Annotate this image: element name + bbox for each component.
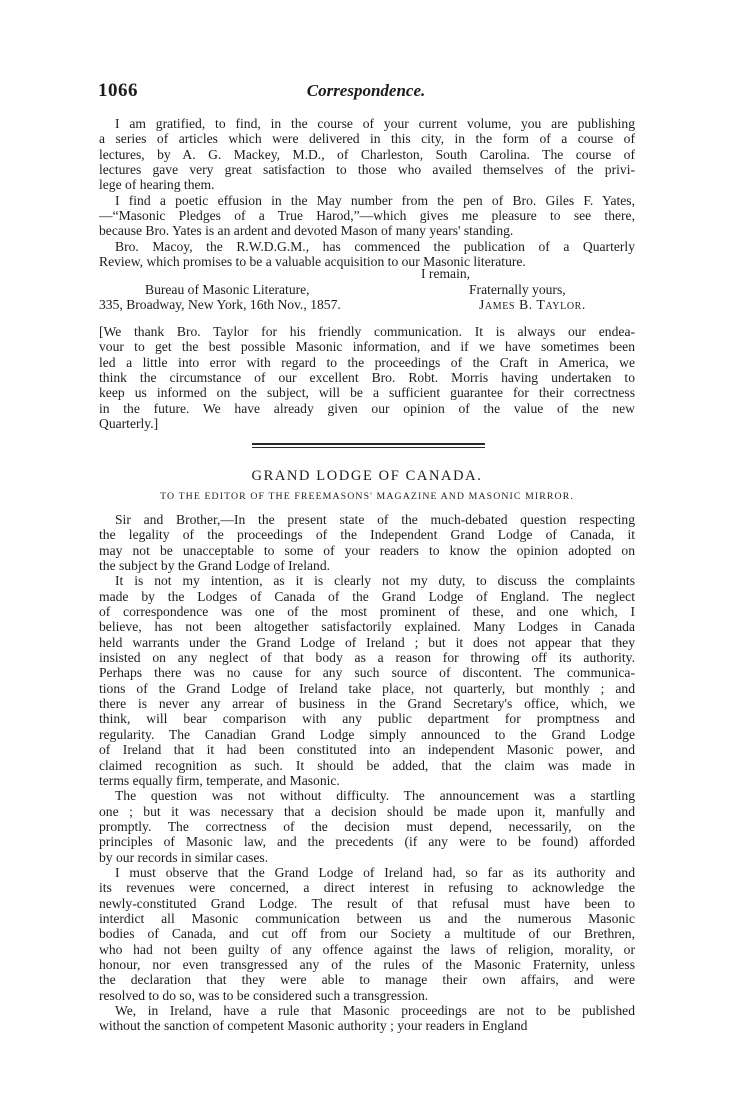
text-line: led a little into error with regard to the proceedings of the Craft in America, we: [99, 354, 635, 370]
text-line: I must observe that the Grand Lodge of Ireland had, so far as its authority and: [115, 864, 635, 880]
running-title: Correspondence.: [306, 81, 426, 100]
text-line: It is not my intention, as it is clearly not my duty, to discuss the complaints: [115, 573, 635, 589]
text-line: one ; but it was necessary that a decision should be made upon it, manfully and: [99, 803, 635, 819]
article-subtitle: TO THE EDITOR OF THE FREEMASONS' MAGAZINE AND MASONIC MIRROR.: [160, 491, 574, 502]
text-line: there is never any arrear of business in the Grand Secretary's office, which, we: [99, 696, 635, 712]
letter-body: [99, 116, 635, 269]
text-line: Bro. Macoy, the R.W.D.G.M., has commenced the publication of a Quarterly: [115, 238, 635, 254]
text-line: the legality of the proceedings of the Independent Grand Lodge of Canada, it: [99, 527, 635, 543]
text-line: newly-constituted Grand Lodge. The result of that refusal must have been to: [99, 895, 635, 911]
text-line: —“Masonic Pledges of a True Harod,”—which gives me pleasure to see there,: [99, 208, 635, 224]
text-line: tions of the Grand Lodge of Ireland take place, not quarterly, but monthly ; and: [99, 680, 635, 696]
text-line: Sir and Brother,—In the present state of the much-debated question respecting: [115, 512, 635, 527]
page-header: [98, 80, 634, 104]
text-line: its revenues were concerned, a direct interest in refusing to acknowledge the: [99, 880, 635, 896]
editor-note: [99, 324, 635, 431]
text-line: claimed recognition as such. It should be added, that the claim was made in: [99, 757, 635, 773]
page-number: 1066: [98, 80, 138, 101]
paragraph: [99, 512, 635, 573]
text-line: made by the Lodges of Canada of the Grand Lodge of England. The neglect: [99, 588, 635, 604]
paragraph: [99, 239, 635, 270]
text-line: terms equally firm, temperate, and Masonic.: [99, 772, 340, 788]
text-line: Quarterly.]: [99, 416, 159, 432]
text-line: because Bro. Yates is an ardent and devoted Mason of many years' standing.: [99, 223, 514, 239]
text-line: Review, which promises to be a valuable acquisition to our Masonic literature.: [99, 254, 526, 270]
signature-block: [99, 266, 635, 313]
text-line: think, will bear comparison with any public department for promptness and: [99, 711, 635, 727]
text-line: honour, nor even transgressed any of the rules of the Masonic Fraternity, unless: [99, 956, 635, 972]
address-line-1: Bureau of Masonic Literature,: [145, 281, 310, 297]
paragraph: [99, 788, 635, 865]
text-line: a series of articles which were delivered in this city, in the form of a course of: [99, 131, 635, 147]
text-line: in the future. We have already given our opinion of the value of the new: [99, 400, 635, 416]
paragraph: [99, 865, 635, 1003]
text-line: the declaration that they were able to manage their own affairs, and were: [99, 972, 635, 988]
paragraph: [99, 193, 635, 239]
signature: James B. Taylor.: [479, 297, 586, 313]
text-line: resolved to do so, was to be considered such a transgression.: [99, 987, 429, 1003]
text-line: Perhaps there was no cause for any such source of discontent. The communica-: [99, 665, 635, 681]
text-line: held warrants under the Grand Lodge of Ireland ; but it does not appear that they: [99, 634, 635, 650]
text-line: the subject by the Grand Lodge of Ireland.: [99, 558, 331, 574]
text-line: without the sanction of competent Masonic authority ; your readers in England: [99, 1018, 528, 1034]
text-line: The question was not without difficulty. The announcement was a startling: [115, 788, 635, 804]
text-line: of correspondence was one of the most prominent of these, and one which, I: [99, 604, 635, 620]
article-body: [99, 512, 635, 1034]
text-line: regularity. The Canadian Grand Lodge simply announced to the Grand Lodge: [99, 726, 635, 742]
text-line: lectures, by A. G. Mackey, M.D., of Charleston, South Carolina. The course of: [99, 146, 635, 162]
text-line: promptly. The correctness of the decision must depend, necessarily, on the: [99, 818, 635, 834]
text-line: bodies of Canada, and cut off from our Society a multitude of our Brethren,: [99, 926, 635, 942]
text-line: who had not been guilty of any offence against the laws of religion, morality, or: [99, 941, 635, 957]
text-line: interdict all Masonic communication between us and the numerous Masonic: [99, 910, 635, 926]
text-line: We, in Ireland, have a rule that Masonic proceedings are not to be published: [115, 1003, 635, 1018]
closing: I remain,: [421, 266, 471, 281]
section-rule: [252, 443, 485, 445]
text-line: vour to get the best possible Masonic information, and if we have sometimes been: [99, 339, 635, 355]
paragraph: [99, 573, 635, 788]
text-line: I am gratified, to find, in the course of your current volume, you are publishing: [115, 116, 635, 131]
text-line: lege of hearing them.: [99, 177, 215, 193]
text-line: of Ireland that it had been constituted into an independent Masonic power, and: [99, 742, 635, 758]
text-line: may not be unacceptable to some of your readers to know the opinion adopted on: [99, 542, 635, 558]
valediction: Fraternally yours,: [469, 281, 566, 297]
text-line: keep us informed on the subject, will be a sufficient guarantee for their correctness: [99, 385, 635, 401]
text-line: insisted on any neglect of that body as a reason for throwing off its authority.: [99, 650, 635, 666]
paragraph: [99, 1003, 635, 1034]
text-line: by our records in similar cases.: [99, 849, 269, 865]
text-line: believe, has not been altogether satisfactorily explained. Many Lodges in Canada: [99, 619, 635, 635]
text-line: I find a poetic effusion in the May number from the pen of Bro. Giles F. Yates,: [115, 192, 635, 208]
address-line-2: 335, Broadway, New York, 16th Nov., 1857.: [99, 297, 341, 313]
paragraph: [99, 324, 635, 431]
paragraph: [99, 116, 635, 193]
section-rule-thin: [252, 447, 485, 448]
text-line: principles of Masonic law, and the precedents (if any were to be found) afforded: [99, 834, 635, 850]
text-line: lectures gave very great satisfaction to those who availed themselves of the privi-: [99, 162, 635, 178]
text-line: think the circumstance of our excellent Bro. Robt. Morris having undertaken to: [99, 370, 635, 386]
article-title: GRAND LODGE OF CANADA.: [251, 468, 483, 484]
text-line: [We thank Bro. Taylor for his friendly communication. It is always our endea-: [99, 324, 635, 339]
